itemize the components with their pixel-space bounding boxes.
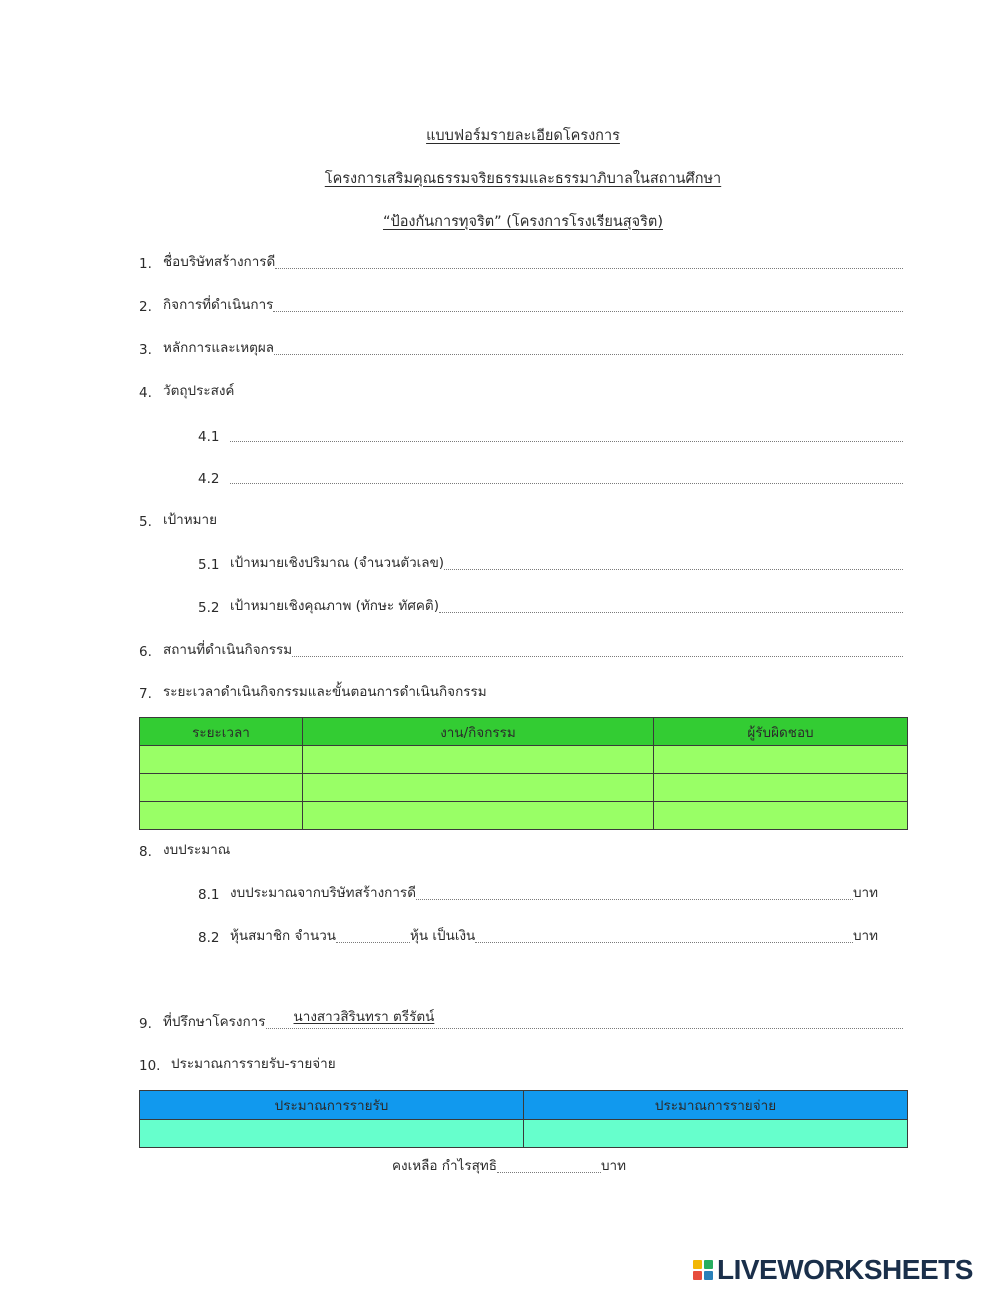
rationale-input[interactable]: [274, 354, 903, 355]
table-cell[interactable]: [140, 802, 303, 830]
table-cell[interactable]: [140, 746, 303, 774]
objectives-label: วัตถุประสงค์: [163, 383, 235, 399]
currency-unit: บาท: [852, 885, 878, 901]
item-number: 2.: [139, 299, 152, 315]
item-number: 6.: [139, 644, 152, 660]
item-number: 5.: [139, 514, 152, 530]
logo-mark-icon: [693, 1260, 713, 1280]
field-budget-company: [198, 883, 878, 903]
field-income-expense: [139, 1054, 903, 1074]
net-profit-input[interactable]: [497, 1172, 601, 1173]
column-header-period: ระยะเวลา: [140, 718, 303, 746]
location-label: สถานที่ดำเนินกิจกรรม: [163, 642, 293, 658]
column-header-activity: งาน/กิจกรรม: [303, 718, 654, 746]
budget-company-input[interactable]: [416, 899, 853, 900]
item-number: 9.: [139, 1016, 152, 1032]
net-profit-label: คงเหลือ กำไรสุทธิ: [392, 1158, 497, 1174]
currency-unit: บาท: [852, 928, 878, 944]
field-advisor: [139, 1009, 903, 1032]
business-label: กิจการที่ดำเนินการ: [163, 297, 274, 313]
item-number: 8.1: [198, 887, 220, 903]
shares-amount-label: หุ้น เป็นเงิน: [410, 928, 476, 944]
item-number: 1.: [139, 256, 152, 272]
table-cell[interactable]: [140, 1120, 524, 1148]
field-location: [139, 640, 903, 660]
item-number: 3.: [139, 342, 152, 358]
item-number: 4.1: [198, 429, 220, 445]
objective-4-2-input[interactable]: [230, 483, 903, 484]
table-header-row: [140, 718, 908, 746]
advisor-input[interactable]: [266, 1009, 903, 1029]
table-cell[interactable]: [654, 746, 908, 774]
field-rationale: [139, 338, 903, 358]
column-header-income: ประมาณการรายรับ: [140, 1091, 524, 1120]
currency-unit: บาท: [600, 1158, 627, 1174]
schedule-table: [139, 717, 908, 830]
table-cell[interactable]: [524, 1120, 908, 1148]
table-cell[interactable]: [303, 802, 654, 830]
logo-text: LIVEWORKSHEETS: [717, 1254, 973, 1285]
goal-quantity-label: เป้าหมายเชิงปริมาณ (จำนวนตัวเลข): [230, 555, 445, 571]
item-number: 8.2: [198, 930, 220, 946]
table-cell[interactable]: [303, 746, 654, 774]
item-number: 4.: [139, 385, 152, 401]
field-business: [139, 295, 903, 315]
shares-label: หุ้นสมาชิก จำนวน: [230, 928, 337, 944]
shares-amount-input[interactable]: [475, 942, 853, 943]
budget-label: งบประมาณ: [163, 842, 231, 858]
field-net-profit: [392, 1156, 662, 1176]
company-name-input[interactable]: [275, 268, 903, 269]
table-cell[interactable]: [654, 802, 908, 830]
shares-count-input[interactable]: [336, 942, 410, 943]
field-goal-quality: [198, 596, 903, 616]
field-objectives: [139, 381, 903, 401]
item-number: 5.1: [198, 557, 220, 573]
table-cell[interactable]: [140, 774, 303, 802]
budget-table: [139, 1090, 908, 1148]
budget-company-label: งบประมาณจากบริษัทสร้างการดี: [230, 885, 416, 901]
advisor-label: ที่ปรึกษาโครงการ: [163, 1014, 266, 1030]
item-number: 4.2: [198, 471, 220, 487]
schedule-label: ระยะเวลาดำเนินกิจกรรมและขั้นตอนการดำเนินกิจกรรม: [163, 684, 487, 700]
table-row: [140, 746, 908, 774]
goals-label: เป้าหมาย: [163, 512, 218, 528]
goal-quality-label: เป้าหมายเชิงคุณภาพ (ทักษะ ทัศคติ): [230, 598, 439, 614]
goal-quality-input[interactable]: [439, 612, 903, 613]
table-header-row: [140, 1091, 908, 1120]
field-company-name: [139, 252, 903, 272]
form-title: แบบฟอร์มรายละเอียดโครงการ: [426, 128, 620, 144]
field-schedule: [139, 682, 903, 702]
field-goal-quantity: [198, 553, 903, 573]
goal-quantity-input[interactable]: [444, 569, 903, 570]
objective-4-1-input[interactable]: [230, 441, 903, 442]
project-title: โครงการเสริมคุณธรรมจริยธรรมและธรรมาภิบาลในสถานศึกษา: [324, 171, 722, 187]
table-cell[interactable]: [303, 774, 654, 802]
field-goals: [139, 510, 903, 530]
rationale-label: หลักการและเหตุผล: [163, 340, 275, 356]
item-number: 7.: [139, 686, 152, 702]
field-objective-4-2: [198, 467, 903, 487]
table-row: [140, 802, 908, 830]
business-input[interactable]: [273, 311, 903, 312]
income-expense-label: ประมาณการรายรับ-รายจ่าย: [171, 1056, 336, 1072]
liveworksheets-logo: [693, 1254, 973, 1286]
table-row: [140, 774, 908, 802]
column-header-responsible: ผู้รับผิดชอบ: [654, 718, 908, 746]
item-number: 8.: [139, 844, 152, 860]
location-input[interactable]: [292, 656, 903, 657]
field-budget: [139, 840, 903, 860]
project-subtitle: “ป้องกันการทุจริต” (โครงการโรงเรียนสุจริต): [382, 214, 664, 230]
field-budget-shares: [198, 926, 878, 946]
table-row: [140, 1120, 908, 1148]
item-number: 5.2: [198, 600, 220, 616]
field-objective-4-1: [198, 425, 903, 445]
company-name-label: ชื่อบริษัทสร้างการดี: [163, 254, 276, 270]
item-number: 10.: [139, 1058, 161, 1074]
column-header-expense: ประมาณการรายจ่าย: [524, 1091, 908, 1120]
advisor-value: นางสาวสิรินทรา ตรีรัตน์: [293, 1009, 435, 1025]
table-cell[interactable]: [654, 774, 908, 802]
